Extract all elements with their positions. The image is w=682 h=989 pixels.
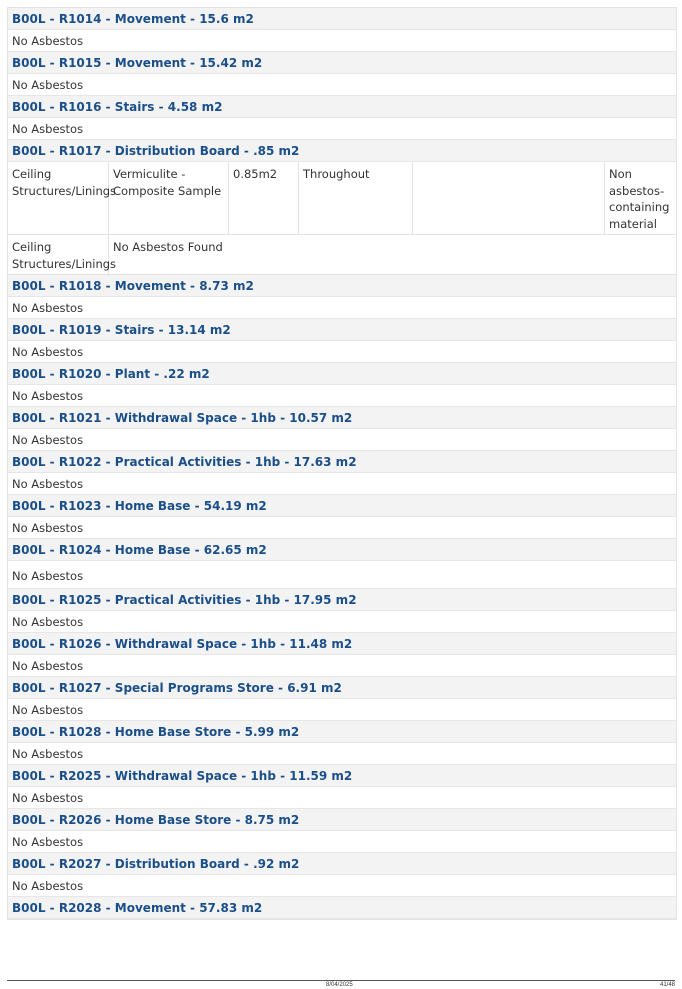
- room-status: No Asbestos: [8, 611, 676, 633]
- room-status: No Asbestos: [8, 429, 676, 451]
- room-header: B00L - R1018 - Movement - 8.73 m2: [8, 275, 676, 297]
- room-status: No Asbestos: [8, 787, 676, 809]
- room-header: B00L - R1014 - Movement - 15.6 m2: [8, 8, 676, 30]
- room-status: No Asbestos: [8, 831, 676, 853]
- room-header: B00L - R1015 - Movement - 15.42 m2: [8, 52, 676, 74]
- sample-row: [8, 162, 676, 235]
- room-header: B00L - R1025 - Practical Activities - 1hb - 17.95 m2: [8, 589, 676, 611]
- sample-row: [8, 235, 676, 275]
- room-status: No Asbestos: [8, 699, 676, 721]
- sample-comment: [413, 162, 605, 234]
- asbestos-register-table: [7, 7, 677, 920]
- room-status: No Asbestos: [8, 341, 676, 363]
- sample-material: Vermiculite - Composite Sample: [109, 162, 229, 234]
- room-header: B00L - R1023 - Home Base - 54.19 m2: [8, 495, 676, 517]
- footer-page-number: 41/48: [659, 982, 675, 988]
- room-header: B00L - R1027 - Special Programs Store - 6.91 m2: [8, 677, 676, 699]
- room-header: B00L - R1017 - Distribution Board - .85 m2: [8, 140, 676, 162]
- sample-quantity: 0.85m2: [229, 162, 299, 234]
- room-header: B00L - R1028 - Home Base Store - 5.99 m2: [8, 721, 676, 743]
- room-header: B00L - R1020 - Plant - .22 m2: [8, 363, 676, 385]
- room-status: No Asbestos: [8, 655, 676, 677]
- room-status: No Asbestos: [8, 875, 676, 897]
- room-header: B00L - R2025 - Withdrawal Space - 1hb - 11.59 m2: [8, 765, 676, 787]
- sample-result: Non asbestos-containing material: [609, 167, 670, 231]
- sample-extent: Throughout: [299, 162, 413, 234]
- room-header: B00L - R1024 - Home Base - 62.65 m2: [8, 539, 676, 561]
- room-header: B00L - R2026 - Home Base Store - 8.75 m2: [8, 809, 676, 831]
- room-header: B00L - R1016 - Stairs - 4.58 m2: [8, 96, 676, 118]
- room-status: No Asbestos: [8, 30, 676, 52]
- footer-divider: [7, 980, 675, 981]
- room-status: No Asbestos: [8, 517, 676, 539]
- room-header: B00L - R2028 - Movement - 57.83 m2: [8, 897, 676, 919]
- room-header: B00L - R1026 - Withdrawal Space - 1hb - 11.48 m2: [8, 633, 676, 655]
- room-header: B00L - R1019 - Stairs - 13.14 m2: [8, 319, 676, 341]
- room-status: No Asbestos: [8, 561, 676, 589]
- room-header: B00L - R1022 - Practical Activities - 1hb - 17.63 m2: [8, 451, 676, 473]
- room-status: No Asbestos: [8, 385, 676, 407]
- sample-location: Ceiling Structures/Linings: [8, 235, 109, 274]
- room-status: No Asbestos: [8, 118, 676, 140]
- room-status: No Asbestos: [8, 743, 676, 765]
- room-status: No Asbestos: [8, 473, 676, 495]
- room-header: B00L - R1021 - Withdrawal Space - 1hb - 10.57 m2: [8, 407, 676, 429]
- room-header: B00L - R2027 - Distribution Board - .92 m2: [8, 853, 676, 875]
- room-status: No Asbestos: [8, 297, 676, 319]
- sample-result: No Asbestos Found: [113, 240, 223, 254]
- footer-date: 8/04/2025: [326, 982, 353, 988]
- room-status: No Asbestos: [8, 74, 676, 96]
- sample-location: Ceiling Structures/Linings: [8, 162, 109, 234]
